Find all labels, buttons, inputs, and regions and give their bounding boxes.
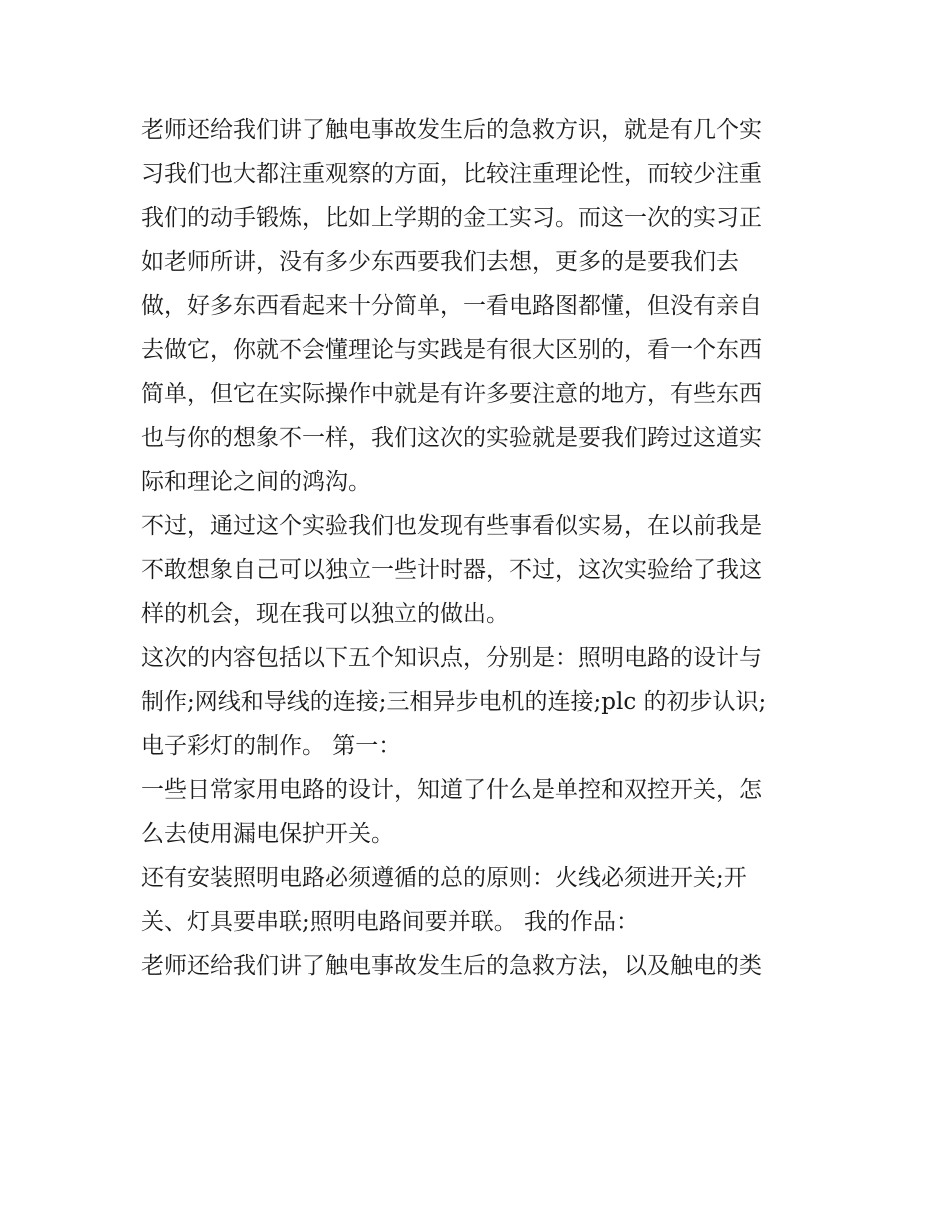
text-line: 老师还给我们讲了触电事故发生后的急救方法，以及触电的类 xyxy=(141,953,762,979)
text-line: 么去使用漏电保护开关。 xyxy=(141,821,394,847)
text-line: 际和理论之间的鸿沟。 xyxy=(141,469,371,495)
text-line: 制作;网线和导线的连接;三相异步电机的连接;plc 的初步认识; xyxy=(141,689,767,715)
text-line: 老师还给我们讲了触电事故发生后的急救方识，就是有几个实 xyxy=(141,117,762,143)
text-line: 做，好多东西看起来十分简单，一看电路图都懂，但没有亲自 xyxy=(141,293,762,319)
text-line: 关、灯具要串联;照明电路间要并联。 我的作品： xyxy=(141,909,640,935)
text-line: 还有安装照明电路必须遵循的总的原则：火线必须进开关;开 xyxy=(141,865,747,891)
text-line: 这次的内容包括以下五个知识点，分别是：照明电路的设计与 xyxy=(141,645,762,671)
text-line: 也与你的想象不一样，我们这次的实验就是要我们跨过这道实 xyxy=(141,425,762,451)
text-line: 去做它，你就不会懂理论与实践是有很大区别的，看一个东西 xyxy=(141,337,762,363)
text-line: 不过，通过这个实验我们也发现有些事看似实易，在以前我是 xyxy=(141,513,762,539)
text-line: 如老师所讲，没有多少东西要我们去想，更多的是要我们去 xyxy=(141,249,739,275)
document-body xyxy=(141,108,816,988)
text-line: 简单，但它在实际操作中就是有许多要注意的地方，有些东西 xyxy=(141,381,762,407)
text-line: 习我们也大都注重观察的方面，比较注重理论性，而较少注重 xyxy=(141,161,762,187)
text-line: 不敢想象自己可以独立一些计时器，不过，这次实验给了我这 xyxy=(141,557,762,583)
text-line: 我们的动手锻炼，比如上学期的金工实习。而这一次的实习正 xyxy=(141,205,762,231)
text-line: 电子彩灯的制作。 第一： xyxy=(141,733,402,759)
text-line: 样的机会，现在我可以独立的做出。 xyxy=(141,601,509,627)
text-line: 一些日常家用电路的设计，知道了什么是单控和双控开关，怎 xyxy=(141,777,762,803)
